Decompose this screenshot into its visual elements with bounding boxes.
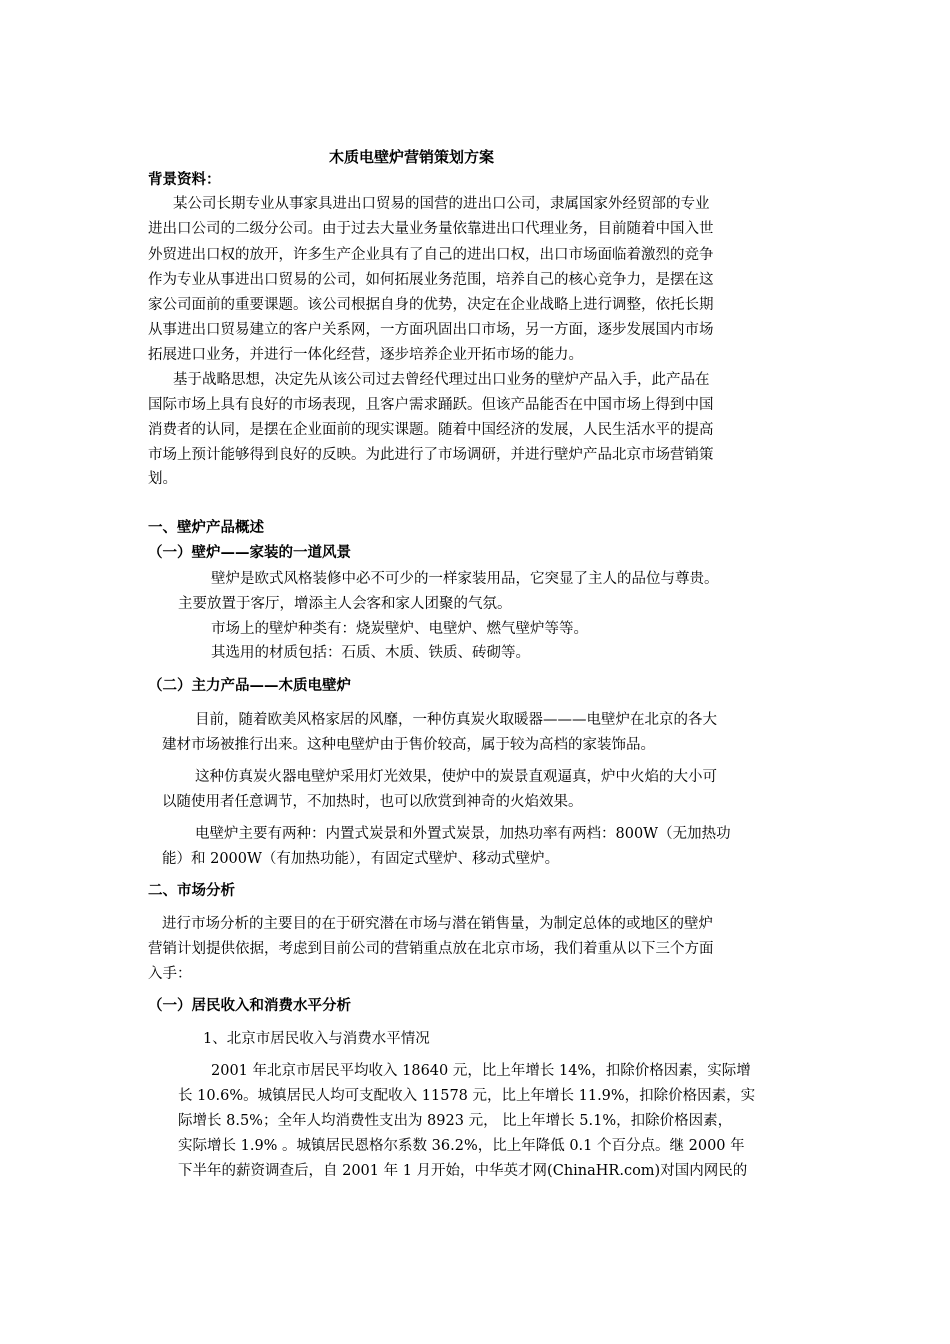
document-title: 木质电壁炉营销策划方案 bbox=[329, 148, 495, 166]
paragraph-line: 市场上的壁炉种类有：烧炭壁炉、电壁炉、燃气壁炉等等。 bbox=[211, 621, 588, 637]
paragraph-line: 实际增长 1.9% 。城镇居民恩格尔系数 36.2%，比上年降低 0.1 个百分点。继 2000 年 bbox=[178, 1138, 745, 1154]
subsection-heading: （二）主力产品——木质电壁炉 bbox=[148, 678, 351, 694]
paragraph-line: 进行市场分析的主要目的在于研究潜在市场与潜在销售量，为制定总体的或地区的壁炉 bbox=[162, 916, 713, 932]
paragraph-line: 入手： bbox=[148, 966, 192, 982]
paragraph-line: 这种仿真炭火器电壁炉采用灯光效果，使炉中的炭景直观逼真，炉中火焰的大小可 bbox=[195, 769, 717, 785]
subsection-heading: （一）壁炉——家装的一道风景 bbox=[148, 545, 351, 561]
paragraph-line: 国际市场上具有良好的市场表现，且客户需求踊跃。但该产品能否在中国市场上得到中国 bbox=[148, 397, 714, 413]
subheading: 1、北京市居民收入与消费水平情况 bbox=[203, 1031, 430, 1047]
paragraph-line: 长 10.6%。城镇居民人均可支配收入 11578 元，比上年增长 11.9%，扣除价格因素，实 bbox=[178, 1088, 756, 1104]
paragraph-line: 能）和 2000W（有加热功能），有固定式壁炉、移动式壁炉。 bbox=[162, 851, 560, 867]
paragraph-line: 营销计划提供依据，考虑到目前公司的营销重点放在北京市场，我们着重从以下三个方面 bbox=[148, 941, 714, 957]
paragraph-line: 2001 年北京市居民平均收入 18640 元，比上年增长 14%，扣除价格因素，实际增 bbox=[211, 1063, 751, 1079]
paragraph-line: 从事进出口贸易建立的客户关系网，一方面巩固出口市场，另一方面，逐步发展国内市场 bbox=[148, 322, 714, 338]
paragraph-line: 家公司面前的重要课题。该公司根据自身的优势，决定在企业战略上进行调整，依托长期 bbox=[148, 297, 714, 313]
paragraph-line: 壁炉是欧式风格装修中必不可少的一样家装用品，它突显了主人的品位与尊贵。 bbox=[211, 571, 719, 587]
paragraph-line: 拓展进口业务，并进行一体化经营，逐步培养企业开拓市场的能力。 bbox=[148, 347, 583, 363]
paragraph-line: 外贸进出口权的放开，许多生产企业具有了自己的进出口权，出口市场面临着激烈的竞争 bbox=[148, 247, 714, 263]
subsection-heading: （一）居民收入和消费水平分析 bbox=[148, 998, 351, 1014]
paragraph-line: 市场上预计能够得到良好的反映。为此进行了市场调研，并进行壁炉产品北京市场营销策 bbox=[148, 447, 714, 463]
paragraph-line: 其选用的材质包括：石质、木质、铁质、砖砌等。 bbox=[211, 645, 530, 661]
background-label: 背景资料： bbox=[148, 172, 221, 188]
section-heading: 二、市场分析 bbox=[148, 883, 235, 899]
paragraph-line: 以随使用者任意调节，不加热时，也可以欣赏到神奇的火焰效果。 bbox=[162, 794, 583, 810]
paragraph-line: 消费者的认同，是摆在企业面前的现实课题。随着中国经济的发展，人民生活水平的提高 bbox=[148, 422, 714, 438]
paragraph-line: 划。 bbox=[148, 471, 177, 487]
paragraph-line: 电壁炉主要有两种：内置式炭景和外置式炭景，加热功率有两档：800W（无加热功 bbox=[195, 826, 731, 842]
paragraph-line: 基于战略思想，决定先从该公司过去曾经代理过出口业务的壁炉产品入手，此产品在 bbox=[173, 372, 710, 388]
paragraph-line: 建材市场被推行出来。这种电壁炉由于售价较高，属于较为高档的家装饰品。 bbox=[162, 737, 655, 753]
paragraph-line: 作为专业从事进出口贸易的公司，如何拓展业务范围，培养自己的核心竞争力，是摆在这 bbox=[148, 272, 714, 288]
paragraph-line: 进出口公司的二级分公司。由于过去大量业务量依靠进出口代理业务，目前随着中国入世 bbox=[148, 221, 714, 237]
paragraph-line: 目前，随着欧美风格家居的风靡，一种仿真炭火取暖器———电壁炉在北京的各大 bbox=[195, 712, 717, 728]
section-heading: 一、壁炉产品概述 bbox=[148, 520, 264, 536]
paragraph-line: 主要放置于客厅，增添主人会客和家人团聚的气氛。 bbox=[178, 596, 512, 612]
paragraph-line: 下半年的薪资调查后，自 2001 年 1 月开始，中华英才网(ChinaHR.com)对国内网民的 bbox=[178, 1163, 748, 1179]
paragraph-line: 际增长 8.5%；全年人均消费性支出为 8923 元， 比上年增长 5.1%，扣除价格因素， bbox=[178, 1113, 733, 1129]
paragraph-line: 某公司长期专业从事家具进出口贸易的国营的进出口公司，隶属国家外经贸部的专业 bbox=[173, 196, 710, 212]
